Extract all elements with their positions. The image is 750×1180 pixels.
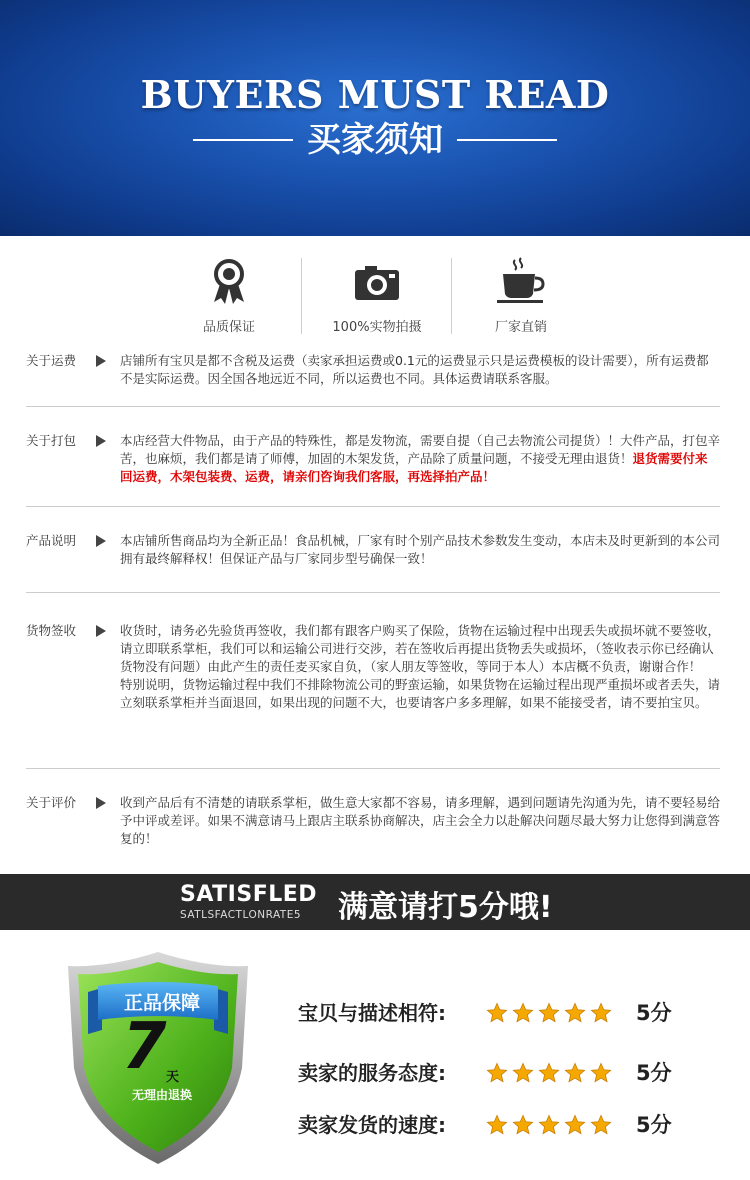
- shield-unit: 天: [166, 1070, 180, 1085]
- rating-label: 宝贝与描述相符:: [298, 1001, 446, 1025]
- star-icon: [564, 1002, 586, 1024]
- satisfied-en-small: SATLSFACTLONRATE5: [180, 909, 302, 921]
- star-icon: [512, 1114, 534, 1136]
- feature-label: 100%实物拍摄: [332, 320, 422, 335]
- feature-divider: [451, 258, 452, 334]
- section-text: [120, 622, 720, 712]
- feature-label: 厂家直销: [494, 320, 547, 335]
- banner-subtitle: 买家须知: [307, 120, 443, 160]
- section-label: 关于打包: [26, 433, 77, 448]
- section-text-warning: 退货需要付来回运费，木架包装费、运费，请亲们咨询我们客服，再选择拍产品！: [120, 451, 708, 484]
- section-label: 产品说明: [26, 533, 77, 548]
- rating-score: 5分: [636, 1113, 672, 1137]
- section-divider: [26, 768, 720, 769]
- section-review: [26, 794, 720, 850]
- section-text-main: 本店经营大件物品，由于产品的特殊性，都是发物流，需要自提（自己去物流公司提货）！大件产品，打包辛苦，也麻烦，我们都是请了师傅，加固的木架发货，产品除了质量问题，不接受无理由退货！: [120, 433, 721, 466]
- award-ribbon-icon: [199, 256, 259, 306]
- satisfied-cn: 满意请打5分哦!: [338, 890, 553, 925]
- section-divider: [26, 592, 720, 593]
- camera-icon: [347, 256, 407, 306]
- rating-stars: [486, 1002, 616, 1024]
- rating-score: 5分: [636, 1001, 672, 1025]
- section-packaging: [26, 432, 720, 492]
- section-divider: [26, 506, 720, 507]
- shield-number: 7: [122, 1010, 167, 1084]
- section-divider: [26, 406, 720, 407]
- guarantee-shield: [58, 948, 258, 1168]
- star-icon: [590, 1002, 612, 1024]
- section-text: [120, 432, 720, 486]
- star-icon: [538, 1114, 560, 1136]
- arrow-right-icon: [96, 435, 106, 447]
- section-goods-receipt: [26, 622, 720, 748]
- feature-quality: [164, 256, 294, 336]
- arrow-right-icon: [96, 355, 106, 367]
- section-product-info: [26, 532, 720, 572]
- star-icon: [512, 1062, 534, 1084]
- rating-row-shipping-speed: [298, 1110, 718, 1140]
- star-icon: [538, 1002, 560, 1024]
- arrow-right-icon: [96, 797, 106, 809]
- banner-line-left: [193, 139, 293, 141]
- arrow-right-icon: [96, 535, 106, 547]
- star-icon: [590, 1114, 612, 1136]
- section-text-paragraph: 收货时，请务必先验货再签收，我们都有跟客户购买了保险，货物在运输过程中出现丢失或损坏就不要签收，请立即联系掌柜，我们可以和运输公司进行交涉，若在签收后再提出货物丢失或损坏，（签收表示你已经确认货物没有问题）由此产生的责任麦买家自负，（家人朋友等签收，等同于本人）本店概不负责，谢谢合作！: [120, 623, 721, 674]
- feature-divider: [301, 258, 302, 334]
- star-icon: [512, 1002, 534, 1024]
- section-text: 收到产品后有不清楚的请联系掌柜，做生意大家都不容易，请多理解，遇到问题请先沟通为先，请不要轻易给予中评或差评。如果不满意请马上跟店主联系协商解决，店主会全力以赴解决问题尽最大努力让您得到满意答复的！: [120, 795, 721, 846]
- star-icon: [538, 1062, 560, 1084]
- banner-title: BUYERS MUST READ: [140, 72, 610, 117]
- banner-line-right: [457, 139, 557, 141]
- shield-badge-text: 正品保障: [123, 992, 200, 1014]
- section-text: 本店铺所售商品均为全新正品！食品机械，厂家有时个别产品技术参数发生变动，本店未及时更新到的本公司拥有最终解释权！但保证产品与厂家同步型号确保一致！: [120, 533, 721, 566]
- coffee-cup-icon: [491, 256, 551, 306]
- rating-label: 卖家的服务态度:: [298, 1061, 446, 1085]
- star-icon: [590, 1062, 612, 1084]
- rating-score: 5分: [636, 1061, 672, 1085]
- rating-stars: [486, 1062, 616, 1084]
- star-icon: [564, 1062, 586, 1084]
- rating-row-service: [298, 1058, 718, 1088]
- star-icon: [486, 1062, 508, 1084]
- feature-direct-sale: [456, 256, 586, 336]
- section-text: 店铺所有宝贝是都不含税及运费（卖家承担运费或0.1元的运费显示只是运费模板的设计需要），所有运费都不是实际运费。因全国各地远近不同，所以运费也不同。具体运费请联系客服。: [120, 353, 709, 386]
- arrow-right-icon: [96, 625, 106, 637]
- section-label: 关于运费: [26, 353, 77, 368]
- rating-stars: [486, 1114, 616, 1136]
- shield-text: 无理由退换: [131, 1088, 192, 1102]
- feature-real-photo: [312, 256, 442, 336]
- section-label: 货物签收: [26, 623, 77, 638]
- satisfied-bar: [0, 874, 750, 930]
- header-banner: [0, 0, 750, 236]
- rating-label: 卖家发货的速度:: [298, 1113, 446, 1137]
- section-shipping-fee: [26, 352, 720, 392]
- star-icon: [486, 1114, 508, 1136]
- section-text-paragraph: 特别说明，货物运输过程中我们不排除物流公司的野蛮运输，如果货物在运输过程出现严重损坏或者丢失，请立刻联系掌柜并当面退回，如果出现的问题不大，也要请客户多多理解，如果不能接受者，请不要拍宝贝。: [120, 677, 721, 710]
- banner-subtitle-row: [0, 118, 750, 162]
- star-icon: [564, 1114, 586, 1136]
- rating-row-description: [298, 998, 718, 1028]
- feature-label: 品质保证: [202, 320, 255, 335]
- star-icon: [486, 1002, 508, 1024]
- section-label: 关于评价: [26, 795, 77, 810]
- satisfied-en: SATISFLED: [180, 882, 318, 907]
